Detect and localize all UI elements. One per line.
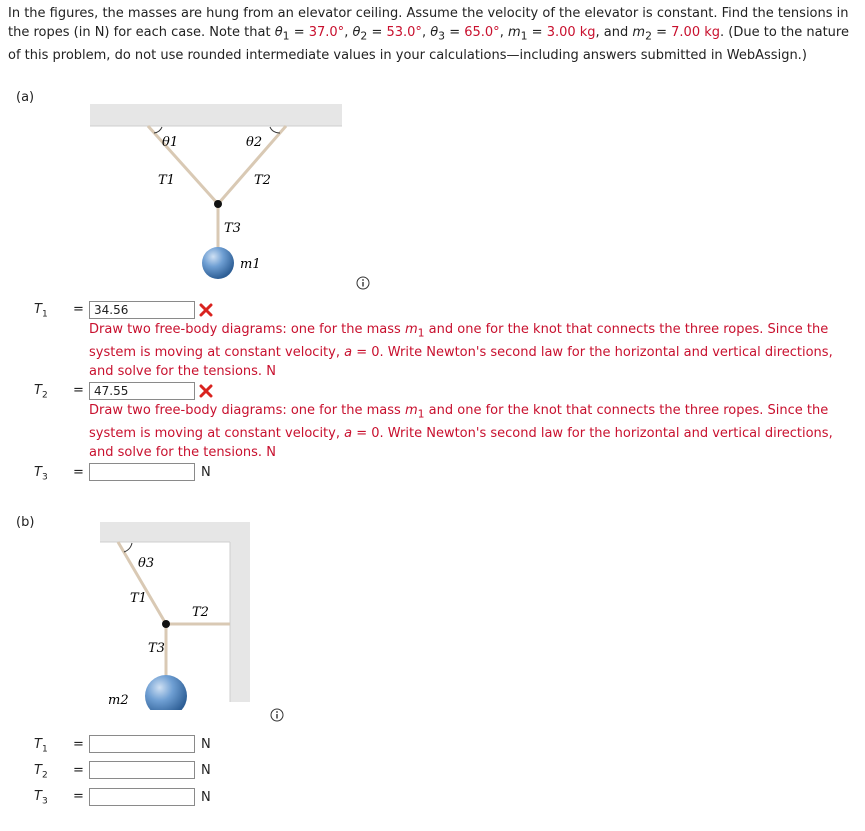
equals-sign: = [73,737,84,752]
answer-a-t3-input[interactable] [89,463,195,481]
problem-statement: In the figures, the masses are hung from an elevator ceiling. Assume the velocity of the elevator is constant. Find the tensions in the ropes (in N) for each case. Note that $\theta_1 = 37.0^\circ$, $\theta_2 = 53.0^\circ$, $\theta_3 = 65.0^\circ$, $m_1 = 3.00$ kg, and $m_2 = 7.00$ kg. (Due to the nature of this problem, do not use rounded intermediate values in your calculations—including answers submitted in WebAssign.) [8,6,849,63]
info-icon[interactable] [356,276,370,290]
angle-arc-theta3 [124,543,132,552]
label-theta1: θ1 [162,135,179,150]
label-T3: T3 [148,641,165,656]
knot [214,200,222,208]
equals-sign: = [73,383,84,398]
label-m1: m1 [240,257,261,272]
info-icon[interactable] [270,708,284,722]
mass-m2-ball [145,675,187,710]
equals-sign: = [73,302,84,317]
answer-a-t1-label: $T_1$ [34,302,48,320]
answer-a-t1-feedback: Draw two free-body diagrams: one for the mass $m_1$ and one for the knot that connects the three ropes. Since the system is moving at constant velocity, a = 0. Write Newton's second law for the horizontal and vertical directions, and solve for the tensions. N [89,322,833,379]
label-theta2: θ2 [246,135,263,150]
rope-1 [148,126,218,204]
part-a-label: (a) [16,90,35,105]
label-m2: m2 [108,693,129,708]
ceiling [90,104,342,126]
incorrect-x-icon [199,303,213,317]
label-theta3: θ3 [138,556,155,571]
figure-b [100,520,260,710]
label-T3: T3 [224,221,241,236]
unit-label: N [201,465,211,480]
part-b-label: (b) [16,515,35,530]
answer-a-t2-label: $T_2$ [34,383,48,401]
unit-label: N [201,737,211,752]
figure-a [90,100,345,285]
equals-sign: = [73,789,84,804]
answer-b-t2-label: $T_2$ [34,763,48,781]
answer-a-t2-input[interactable]: 47.55 [89,382,195,400]
wall [230,542,250,702]
answer-a-t2-feedback: Draw two free-body diagrams: one for the mass $m_1$ and one for the knot that connects the three ropes. Since the system is moving at constant velocity, a = 0. Write Newton's second law for the horizontal and vertical directions, and solve for the tensions. N [89,403,833,460]
answer-a-t3-label: $T_3$ [34,465,48,483]
incorrect-x-icon [199,384,213,398]
label-T2: T2 [192,605,209,620]
answer-b-t3-label: $T_3$ [34,789,48,807]
unit-label: N [201,790,211,805]
answer-b-t1-label: $T_1$ [34,737,48,755]
rope-1 [118,542,166,624]
label-T1: T1 [158,173,175,188]
equals-sign: = [73,465,84,480]
label-T1: T1 [130,591,147,606]
label-T2: T2 [254,173,271,188]
knot [162,620,170,628]
equals-sign: = [73,763,84,778]
mass-m1-ball [202,247,234,279]
answer-a-t1-input[interactable]: 34.56 [89,301,195,319]
angle-arc-theta2 [270,127,280,133]
unit-label: N [201,763,211,778]
answer-b-t1-input[interactable] [89,735,195,753]
ceiling [100,522,250,542]
answer-b-t2-input[interactable] [89,761,195,779]
answer-b-t3-input[interactable] [89,788,195,806]
